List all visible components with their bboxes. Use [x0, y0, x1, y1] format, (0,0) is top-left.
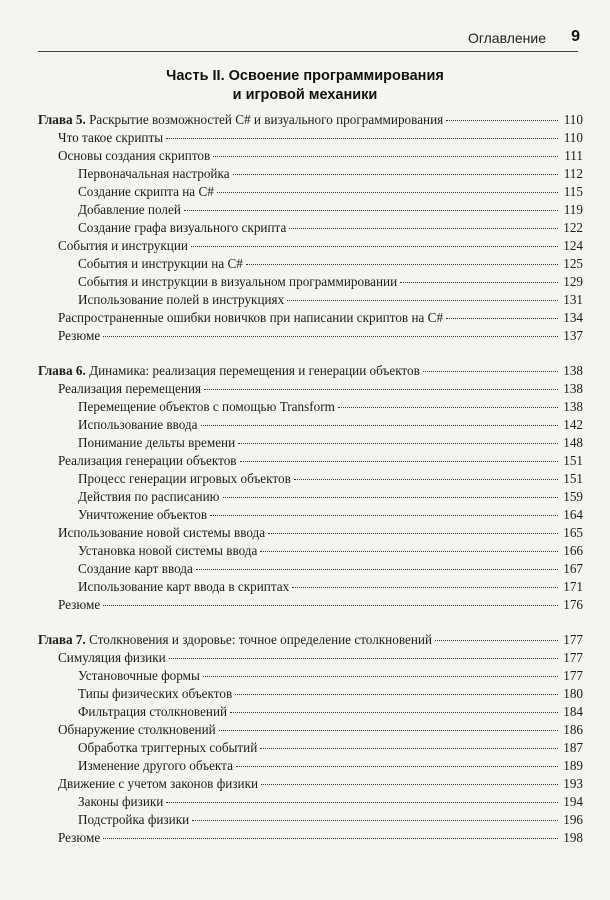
entry-page-number: 115: [563, 184, 583, 199]
part-heading: [0, 67, 610, 105]
dot-leader: [201, 425, 559, 426]
entry-title: Законы физики: [78, 794, 164, 809]
subsection-entry[interactable]: [38, 488, 583, 506]
section-entry[interactable]: [38, 775, 583, 793]
entry-page-number: 180: [563, 686, 583, 701]
dot-leader: [246, 264, 558, 265]
entry-title: Обнаружение столкновений: [58, 722, 216, 737]
section-entry[interactable]: [38, 452, 583, 470]
dot-leader: [203, 676, 558, 677]
chapter-title: [38, 111, 443, 129]
dot-leader: [400, 282, 558, 283]
dot-leader: [423, 371, 558, 372]
entry-title: Использование карт ввода в скриптах: [78, 579, 290, 594]
entry-page-number: 151: [563, 471, 583, 486]
entry-page-number: 198: [563, 830, 583, 845]
entry-title: Распространенные ошибки новичков при написании скриптов на C#: [58, 310, 444, 325]
entry-title: Первоначальная настройка: [78, 166, 230, 181]
chapter-entry[interactable]: [38, 111, 583, 129]
entry-title: Создание скрипта на C#: [78, 184, 214, 199]
subsection-entry[interactable]: [38, 255, 583, 273]
entry-page-number: 125: [563, 256, 583, 271]
subsection-entry[interactable]: [38, 757, 583, 775]
subsection-entry[interactable]: [38, 470, 583, 488]
entry-title: Использование ввода: [78, 417, 198, 432]
section-entry[interactable]: [38, 596, 583, 614]
chapter-title: [38, 631, 432, 649]
entry-page-number: 167: [563, 561, 583, 576]
entry-page-number: 187: [563, 740, 583, 755]
entry-title: События и инструкции на C#: [78, 256, 243, 271]
entry-page-number: 164: [563, 507, 583, 522]
entry-title: Использование новой системы ввода: [58, 525, 266, 540]
dot-leader: [446, 120, 558, 121]
dot-leader: [230, 712, 558, 713]
chapter-entry[interactable]: [38, 362, 583, 380]
header-title: Оглавление: [467, 30, 546, 46]
section-entry[interactable]: [38, 721, 583, 739]
entry-title: Процесс генерации игровых объектов: [78, 471, 291, 486]
chapter-title-text: Динамика: реализация перемещения и генерации объектов: [89, 363, 420, 378]
chapter-page-number: 110: [563, 112, 583, 127]
entry-page-number: 122: [563, 220, 583, 235]
entry-title: Типы физических объектов: [78, 686, 233, 701]
entry-title: Понимание дельты времени: [78, 435, 236, 450]
entry-title: Симуляция физики: [58, 650, 166, 665]
dot-leader: [261, 784, 558, 785]
subsection-entry[interactable]: [38, 183, 583, 201]
entry-title: Установка новой системы ввода: [78, 543, 258, 558]
entry-title: Резюме: [58, 328, 101, 343]
entry-page-number: 148: [563, 435, 583, 450]
entry-page-number: 166: [563, 543, 583, 558]
entry-title: Резюме: [58, 597, 101, 612]
entry-title: Движение с учетом законов физики: [58, 776, 259, 791]
chapter-block: [38, 111, 583, 345]
entry-title: Создание карт ввода: [78, 561, 193, 576]
entry-page-number: 138: [563, 399, 583, 414]
chapter-title-text: Раскрытие возможностей C# и визуального программирования: [89, 112, 444, 127]
entry-page-number: 189: [563, 758, 583, 773]
dot-leader: [223, 497, 558, 498]
dot-leader: [103, 605, 558, 606]
entry-title: События и инструкции: [58, 238, 188, 253]
subsection-entry[interactable]: [38, 793, 583, 811]
dot-leader: [192, 820, 558, 821]
entry-title: Резюме: [58, 830, 101, 845]
dot-leader: [213, 156, 558, 157]
entry-page-number: 138: [563, 381, 583, 396]
entry-page-number: 184: [563, 704, 583, 719]
entry-page-number: 171: [563, 579, 583, 594]
dot-leader: [204, 389, 558, 390]
dot-leader: [236, 766, 558, 767]
dot-leader: [446, 318, 558, 319]
subsection-entry[interactable]: [38, 416, 583, 434]
subsection-entry[interactable]: [38, 560, 583, 578]
entry-page-number: 194: [563, 794, 583, 809]
entry-page-number: 193: [563, 776, 583, 791]
dot-leader: [294, 479, 558, 480]
dot-leader: [292, 587, 558, 588]
entry-page-number: 124: [563, 238, 583, 253]
chapter-entry[interactable]: [38, 631, 583, 649]
header-divider: [38, 51, 578, 52]
entry-title: События и инструкции в визуальном программировании: [78, 274, 398, 289]
subsection-entry[interactable]: [38, 201, 583, 219]
section-entry[interactable]: [38, 129, 583, 147]
chapter-page-number: 177: [563, 632, 583, 647]
chapter-block: [38, 362, 583, 614]
dot-leader: [219, 730, 558, 731]
chapter-page-number: 138: [563, 363, 583, 378]
entry-page-number: 177: [563, 650, 583, 665]
running-header: [0, 28, 610, 50]
subsection-entry[interactable]: [38, 291, 583, 309]
dot-leader: [210, 515, 558, 516]
subsection-entry[interactable]: [38, 434, 583, 452]
section-entry[interactable]: [38, 309, 583, 327]
subsection-entry[interactable]: [38, 685, 583, 703]
table-of-contents: [38, 111, 583, 864]
dot-leader: [196, 569, 558, 570]
section-entry[interactable]: [38, 649, 583, 667]
chapter-block: [38, 631, 583, 847]
entry-page-number: 134: [563, 310, 583, 325]
entry-page-number: 159: [563, 489, 583, 504]
dot-leader: [287, 300, 558, 301]
dot-leader: [289, 228, 558, 229]
entry-title: Добавление полей: [78, 202, 181, 217]
entry-page-number: 137: [563, 328, 583, 343]
dot-leader: [103, 838, 558, 839]
section-entry[interactable]: [38, 524, 583, 542]
entry-page-number: 129: [563, 274, 583, 289]
entry-page-number: 111: [564, 148, 583, 163]
dot-leader: [238, 443, 558, 444]
dot-leader: [235, 694, 558, 695]
subsection-entry[interactable]: [38, 811, 583, 829]
entry-title: Обработка триггерных событий: [78, 740, 258, 755]
entry-page-number: 119: [563, 202, 583, 217]
entry-title: Основы создания скриптов: [58, 148, 211, 163]
entry-title: Что такое скрипты: [58, 130, 164, 145]
dot-leader: [240, 461, 558, 462]
subsection-entry[interactable]: [38, 667, 583, 685]
entry-title: Изменение другого объекта: [78, 758, 233, 773]
entry-title: Перемещение объектов с помощью Transform: [78, 399, 335, 414]
entry-title: Установочные формы: [78, 668, 200, 683]
entry-page-number: 112: [563, 166, 583, 181]
entry-page-number: 110: [563, 130, 583, 145]
part-heading-line-1: Часть II. Освоение программирования: [166, 68, 444, 84]
entry-page-number: 142: [563, 417, 583, 432]
section-entry[interactable]: [38, 237, 583, 255]
subsection-entry[interactable]: [38, 506, 583, 524]
entry-page-number: 186: [563, 722, 583, 737]
entry-title: Фильтрация столкновений: [78, 704, 228, 719]
entry-title: Уничтожение объектов: [78, 507, 208, 522]
dot-leader: [166, 138, 558, 139]
chapter-number: Глава 6.: [38, 363, 86, 378]
dot-leader: [191, 246, 558, 247]
entry-page-number: 196: [563, 812, 583, 827]
subsection-entry[interactable]: [38, 219, 583, 237]
section-entry[interactable]: [38, 829, 583, 847]
section-entry[interactable]: [38, 147, 583, 165]
dot-leader: [435, 640, 558, 641]
chapter-title-text: Столкновения и здоровье: точное определение столкновений: [89, 632, 433, 647]
dot-leader: [233, 174, 558, 175]
chapter-number: Глава 5.: [38, 112, 86, 127]
entry-page-number: 177: [563, 668, 583, 683]
entry-title: Реализация перемещения: [58, 381, 202, 396]
dot-leader: [184, 210, 558, 211]
dot-leader: [169, 658, 558, 659]
dot-leader: [260, 748, 558, 749]
dot-leader: [217, 192, 558, 193]
entry-title: Действия по расписанию: [78, 489, 220, 504]
dot-leader: [166, 802, 558, 803]
section-entry[interactable]: [38, 327, 583, 345]
subsection-entry[interactable]: [38, 542, 583, 560]
chapter-number: Глава 7.: [38, 632, 86, 647]
dot-leader: [338, 407, 558, 408]
dot-leader: [268, 533, 558, 534]
dot-leader: [260, 551, 558, 552]
header-page-number: 9: [571, 28, 580, 45]
entry-page-number: 176: [563, 597, 583, 612]
entry-title: Реализация генерации объектов: [58, 453, 237, 468]
part-heading-line-2: и игровой механики: [232, 87, 378, 103]
subsection-entry[interactable]: [38, 165, 583, 183]
entry-page-number: 165: [563, 525, 583, 540]
chapter-title: [38, 362, 420, 380]
entry-page-number: 131: [563, 292, 583, 307]
entry-title: Использование полей в инструкциях: [78, 292, 285, 307]
entry-page-number: 151: [563, 453, 583, 468]
entry-title: Создание графа визуального скрипта: [78, 220, 287, 235]
subsection-entry[interactable]: [38, 703, 583, 721]
subsection-entry[interactable]: [38, 578, 583, 596]
subsection-entry[interactable]: [38, 739, 583, 757]
section-entry[interactable]: [38, 380, 583, 398]
subsection-entry[interactable]: [38, 398, 583, 416]
subsection-entry[interactable]: [38, 273, 583, 291]
entry-title: Подстройка физики: [78, 812, 190, 827]
dot-leader: [103, 336, 558, 337]
